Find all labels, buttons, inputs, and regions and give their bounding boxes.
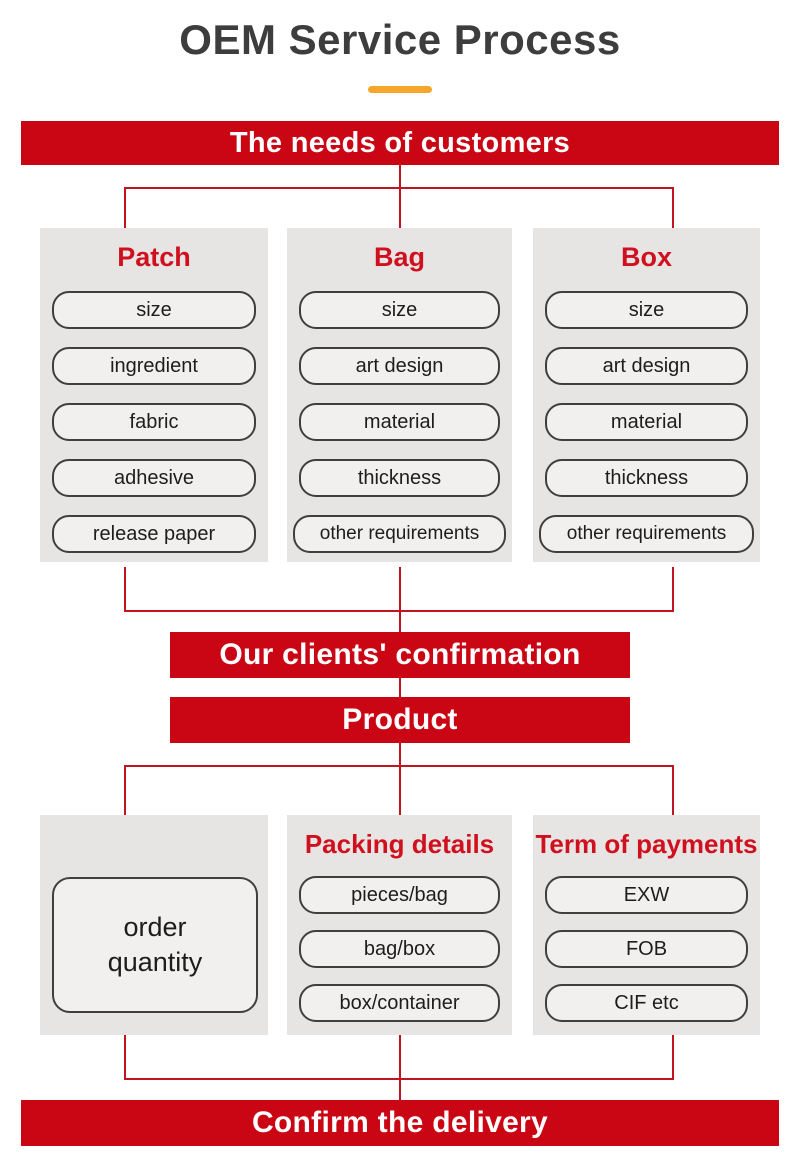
pill-patch-size: size bbox=[52, 291, 256, 329]
panel-title-patch: Patch bbox=[117, 242, 191, 272]
panel-patch bbox=[40, 228, 268, 562]
connector-line bbox=[399, 765, 401, 815]
pill-box-material: material bbox=[545, 403, 748, 441]
panel-title-box: Box bbox=[620, 242, 672, 272]
pill-box-container: box/container bbox=[299, 984, 500, 1022]
connector-line bbox=[399, 567, 401, 612]
pill-patch-release-paper: release paper bbox=[52, 515, 256, 553]
page-title: OEM Service Process bbox=[179, 16, 621, 63]
pill-box-other-requirements: other requirements bbox=[539, 515, 754, 553]
pill-bag-box: bag/box bbox=[299, 930, 500, 968]
order-quantity-label: order quantity bbox=[107, 911, 203, 977]
connector-line bbox=[399, 610, 401, 632]
panel-bag bbox=[287, 228, 512, 562]
panel-title-term-of-payments: Term of payments bbox=[535, 829, 758, 859]
pill-box-art-design: art design bbox=[545, 347, 748, 385]
banner-needs-of-customers: The needs of customers bbox=[21, 121, 779, 165]
connector-line bbox=[124, 1035, 126, 1080]
panel-title-packing-details: Packing details bbox=[304, 829, 495, 859]
order-quantity-box bbox=[52, 877, 258, 1013]
connector-line bbox=[124, 187, 126, 228]
connector-line bbox=[124, 765, 126, 815]
connector-line bbox=[672, 1035, 674, 1080]
connector-line bbox=[399, 743, 401, 767]
title-underline-accent bbox=[368, 86, 432, 93]
pill-bag-other-requirements: other requirements bbox=[293, 515, 506, 553]
pill-bag-thickness: thickness bbox=[299, 459, 500, 497]
pill-box-thickness: thickness bbox=[545, 459, 748, 497]
connector-line bbox=[672, 567, 674, 612]
connector-line bbox=[399, 1035, 401, 1080]
connector-line bbox=[672, 187, 674, 228]
panel-term-of-payments bbox=[533, 815, 760, 1035]
connector-line bbox=[672, 765, 674, 815]
pill-box-size: size bbox=[545, 291, 748, 329]
pill-cif-etc: CIF etc bbox=[545, 984, 748, 1022]
connector-line bbox=[399, 187, 401, 228]
connector-line bbox=[124, 567, 126, 612]
pill-fob: FOB bbox=[545, 930, 748, 968]
pill-bag-material: material bbox=[299, 403, 500, 441]
pill-exw: EXW bbox=[545, 876, 748, 914]
pill-bag-art-design: art design bbox=[299, 347, 500, 385]
pill-patch-ingredient: ingredient bbox=[52, 347, 256, 385]
pill-pieces-bag: pieces/bag bbox=[299, 876, 500, 914]
banner-clients-confirmation: Our clients' confirmation bbox=[170, 632, 630, 678]
pill-patch-adhesive: adhesive bbox=[52, 459, 256, 497]
connector-line bbox=[399, 678, 401, 697]
panel-title-bag: Bag bbox=[373, 242, 425, 272]
connector-line bbox=[399, 165, 401, 188]
banner-confirm-delivery: Confirm the delivery bbox=[21, 1100, 779, 1146]
connector-line bbox=[399, 1078, 401, 1100]
pill-patch-fabric: fabric bbox=[52, 403, 256, 441]
pill-bag-size: size bbox=[299, 291, 500, 329]
banner-product: Product bbox=[170, 697, 630, 743]
panel-box bbox=[533, 228, 760, 562]
panel-order-quantity bbox=[40, 815, 268, 1035]
panel-packing-details bbox=[287, 815, 512, 1035]
